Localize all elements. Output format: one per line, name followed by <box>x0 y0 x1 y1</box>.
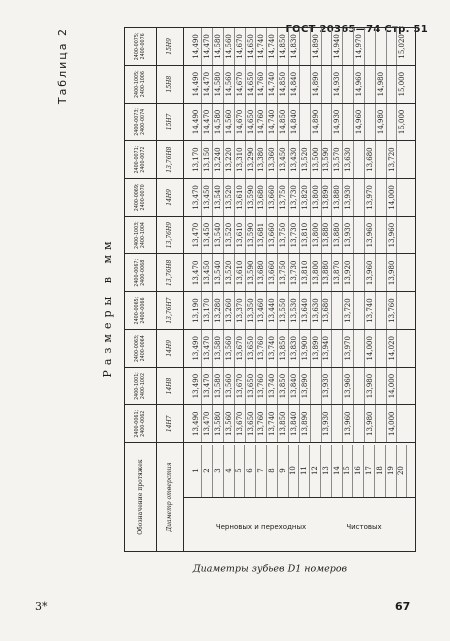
value-cell: 13,650 <box>246 368 257 405</box>
value-cell <box>343 104 354 141</box>
value-cell: 13,450 <box>202 179 213 216</box>
value-cell: 13,590 <box>322 141 333 178</box>
value-cell <box>354 179 365 216</box>
value-cell: 14,470 <box>202 104 213 141</box>
value-cell <box>322 104 333 141</box>
value-cell: 13,800 <box>311 254 322 291</box>
value-cell: 13,290 <box>246 141 257 178</box>
value-cell: 14,580 <box>213 66 224 103</box>
value-cell: 13,900 <box>300 330 311 367</box>
value-cell <box>332 330 343 367</box>
column-code: 2400-0061; 2400-0062 <box>125 405 157 443</box>
value-cell: 13,520 <box>224 179 235 216</box>
value-cell: 13,520 <box>224 217 235 254</box>
value-cell <box>376 330 387 367</box>
value-cell: 13,890 <box>300 368 311 405</box>
value-cell: 13,490 <box>191 405 202 442</box>
header-row <box>125 28 157 552</box>
value-cell <box>365 28 376 65</box>
value-cell: 13,970 <box>365 179 376 216</box>
value-cell: 14,760 <box>256 104 267 141</box>
value-cell <box>332 292 343 329</box>
value-column <box>183 254 415 292</box>
page-number: 67 <box>395 600 411 613</box>
value-cell: 15,020 <box>398 34 407 59</box>
column-code: 2400-0073; 2400-0074 <box>125 103 157 141</box>
value-cell <box>343 66 354 103</box>
tooth-number: 20 <box>397 445 408 497</box>
value-column <box>183 216 415 254</box>
column-code: 2400-1003; 2400-1004 <box>125 216 157 254</box>
value-cell: 13,610 <box>235 254 246 291</box>
tooth-number: 14 <box>332 445 343 497</box>
value-cell <box>397 368 407 405</box>
value-cell: 14,840 <box>289 66 300 103</box>
value-cell <box>354 254 365 291</box>
tolerance-cell: 15H7 <box>157 103 184 141</box>
diameter-header: Диаметр отверстия <box>157 443 184 552</box>
value-cell: 13,490 <box>191 368 202 405</box>
value-cell <box>300 28 311 65</box>
value-cell: 13,760 <box>256 368 267 405</box>
value-cell: 13,730 <box>289 254 300 291</box>
value-cell: 13,520 <box>224 254 235 291</box>
tooth-number: 12 <box>310 445 321 497</box>
value-column <box>183 141 415 179</box>
value-column <box>183 405 415 443</box>
value-cell: 13,570 <box>332 141 343 178</box>
value-cell: 13,610 <box>235 179 246 216</box>
value-cell: 13,760 <box>256 405 267 442</box>
value-cell: 13,590 <box>246 217 257 254</box>
value-cell <box>354 330 365 367</box>
value-cell: 13,220 <box>224 141 235 178</box>
group-rough: Черновых и переходных <box>215 523 306 531</box>
value-cell: 13,470 <box>202 405 213 442</box>
value-cell: 13,760 <box>387 292 398 329</box>
value-cell: 14,850 <box>278 104 289 141</box>
value-cell <box>387 28 398 65</box>
value-cell: 13,540 <box>213 217 224 254</box>
value-cell: 13,890 <box>322 179 333 216</box>
value-cell: 13,640 <box>300 292 311 329</box>
value-cell: 13,470 <box>191 254 202 291</box>
value-cell: 13,370 <box>235 292 246 329</box>
value-cell: 13,310 <box>235 141 246 178</box>
column-code: 2400-1005; 2400-1006 <box>125 65 157 103</box>
tolerance-cell: 14H8 <box>157 367 184 405</box>
value-cell: 14,000 <box>365 330 376 367</box>
value-cell: 13,470 <box>191 179 202 216</box>
page-footer-left: 3* <box>35 600 48 613</box>
value-cell: 15,000 <box>398 109 407 135</box>
value-cell: 14,890 <box>311 66 322 103</box>
value-cell: 14,490 <box>191 66 202 103</box>
tolerance-cell: 14H7 <box>157 405 184 443</box>
value-column <box>183 28 415 66</box>
value-cell: 13,740 <box>267 368 278 405</box>
value-cell: 13,380 <box>256 141 267 178</box>
value-cell <box>376 179 387 216</box>
value-cell <box>387 66 398 103</box>
tolerance-cell: 13,76H8 <box>157 141 184 179</box>
tooth-number: 7 <box>256 445 267 497</box>
value-cell: 13,960 <box>343 368 354 405</box>
value-cell <box>376 405 387 442</box>
tooth-number: 3 <box>213 445 224 497</box>
value-cell: 13,681 <box>256 217 267 254</box>
value-cell: 14,470 <box>202 28 213 65</box>
value-cell <box>300 104 311 141</box>
value-cell: 13,650 <box>246 405 257 442</box>
value-cell: 13,800 <box>311 179 322 216</box>
value-cell: 14,930 <box>332 66 343 103</box>
tooth-number: 1 <box>191 445 202 497</box>
value-cell: 13,490 <box>191 330 202 367</box>
value-cell: 13,670 <box>235 405 246 442</box>
value-cell: 14,670 <box>235 28 246 65</box>
value-cell: 13,590 <box>246 254 257 291</box>
value-cell: 13,430 <box>289 141 300 178</box>
value-cell: 13,670 <box>235 368 246 405</box>
value-cell: 13,440 <box>267 292 278 329</box>
value-cell: 13,880 <box>332 217 343 254</box>
value-cell: 13,450 <box>202 217 213 254</box>
value-cell: 13,610 <box>235 217 246 254</box>
value-cell: 13,750 <box>278 254 289 291</box>
value-cell: 14,650 <box>246 104 257 141</box>
value-cell: 13,680 <box>256 179 267 216</box>
tooth-number: 18 <box>375 445 386 497</box>
value-cell: 14,020 <box>387 330 398 367</box>
value-cell: 14,580 <box>213 104 224 141</box>
value-cell <box>397 141 407 178</box>
value-cell: 13,800 <box>311 217 322 254</box>
value-cell <box>354 217 365 254</box>
rotated-table-area <box>54 27 416 587</box>
value-column <box>183 292 415 330</box>
value-cell: 14,670 <box>235 66 246 103</box>
value-cell <box>354 405 365 442</box>
value-cell <box>376 141 387 178</box>
value-cell <box>332 368 343 405</box>
tooth-number: 15 <box>343 445 354 497</box>
value-cell <box>365 104 376 141</box>
value-cell: 13,240 <box>213 141 224 178</box>
group-labels <box>183 497 415 551</box>
value-cell: 13,930 <box>322 405 333 442</box>
column-code: 2400-0063; 2400-0064 <box>125 329 157 367</box>
value-cell <box>387 104 398 141</box>
value-cell: 13,960 <box>343 405 354 442</box>
value-cell: 13,650 <box>246 330 257 367</box>
value-cell: 13,450 <box>278 141 289 178</box>
value-cell: 13,660 <box>267 254 278 291</box>
value-cell <box>397 217 407 254</box>
tooth-number: 19 <box>386 445 397 497</box>
value-cell: 14,580 <box>213 28 224 65</box>
value-cell: 13,840 <box>289 368 300 405</box>
value-cell: 13,260 <box>224 292 235 329</box>
value-cell: 14,560 <box>224 28 235 65</box>
value-cell: 14,890 <box>311 28 322 65</box>
column-code: 2400-1001; 2400-1002 <box>125 367 157 405</box>
value-cell: 13,850 <box>278 330 289 367</box>
value-cell: 13,720 <box>387 141 398 178</box>
value-cell: 13,170 <box>191 141 202 178</box>
value-cell: 13,940 <box>322 330 333 367</box>
group-finish: Чистовых <box>346 523 382 531</box>
value-cell: 14,740 <box>267 104 278 141</box>
value-cell <box>322 28 333 65</box>
value-cell: 13,450 <box>202 254 213 291</box>
value-cell: 13,960 <box>365 217 376 254</box>
value-cell: 14,000 <box>387 368 398 405</box>
value-cell: 14,560 <box>224 66 235 103</box>
value-cell: 13,540 <box>213 254 224 291</box>
value-cell: 13,890 <box>300 405 311 442</box>
value-cell <box>332 405 343 442</box>
value-cell: 14,970 <box>354 28 365 65</box>
value-cell: 13,740 <box>267 405 278 442</box>
value-cell <box>397 292 407 329</box>
value-cell: 14,840 <box>289 104 300 141</box>
tooth-numbers <box>183 443 415 497</box>
value-cell: 14,740 <box>256 28 267 65</box>
value-cell: 13,550 <box>278 292 289 329</box>
value-cell: 13,880 <box>332 179 343 216</box>
value-cell: 13,970 <box>343 330 354 367</box>
value-column <box>183 65 415 103</box>
tolerance-cell: 13,76H8 <box>157 254 184 292</box>
value-cell: 13,960 <box>365 254 376 291</box>
value-cell <box>322 66 333 103</box>
value-cell: 13,170 <box>202 292 213 329</box>
value-cell: 14,740 <box>267 66 278 103</box>
value-column <box>183 329 415 367</box>
value-cell: 13,150 <box>202 141 213 178</box>
tooth-number: 13 <box>321 445 332 497</box>
value-cell: 13,580 <box>213 330 224 367</box>
value-cell: 13,810 <box>300 254 311 291</box>
table-number: Таблица 2 <box>56 27 69 105</box>
value-cell <box>311 405 322 442</box>
tolerance-cell: 14H9 <box>157 329 184 367</box>
value-column <box>183 178 415 216</box>
value-cell: 13,560 <box>224 368 235 405</box>
tooth-number: 6 <box>245 445 256 497</box>
tooth-number: 4 <box>224 445 235 497</box>
value-cell <box>300 66 311 103</box>
stub-title: Диаметры зубьев D1 номеров <box>192 564 348 575</box>
value-cell: 14,560 <box>224 104 235 141</box>
value-cell <box>376 217 387 254</box>
value-cell: 13,760 <box>256 330 267 367</box>
value-cell: 13,560 <box>224 330 235 367</box>
value-column <box>183 367 415 405</box>
value-cell: 14,850 <box>278 28 289 65</box>
value-cell: 13,830 <box>289 330 300 367</box>
value-cell <box>397 405 407 442</box>
value-cell <box>311 368 322 405</box>
value-cell: 13,470 <box>202 330 213 367</box>
value-cell: 14,670 <box>235 104 246 141</box>
value-cell: 14,760 <box>256 66 267 103</box>
value-cell: 14,830 <box>289 28 300 65</box>
value-cell: 13,670 <box>235 330 246 367</box>
value-cell: 13,630 <box>311 292 322 329</box>
value-cell: 13,850 <box>278 405 289 442</box>
value-cell <box>376 254 387 291</box>
value-cell: 14,000 <box>387 179 398 216</box>
value-cell: 13,520 <box>300 141 311 178</box>
tolerance-cell: 13,76H9 <box>157 216 184 254</box>
designation-header: Обозначение протяжек <box>125 443 157 552</box>
value-cell <box>376 28 387 65</box>
tooth-number: 11 <box>299 445 310 497</box>
value-cell: 14,960 <box>354 66 365 103</box>
value-cell: 13,840 <box>289 405 300 442</box>
value-cell <box>376 368 387 405</box>
tooth-number: 16 <box>353 445 364 497</box>
value-cell: 13,750 <box>278 217 289 254</box>
value-cell: 13,980 <box>365 368 376 405</box>
value-cell: 13,590 <box>246 179 257 216</box>
column-code: 2400-0071; 2400-0072 <box>125 141 157 179</box>
value-cell: 13,730 <box>289 217 300 254</box>
value-cell: 13,820 <box>300 179 311 216</box>
value-cell: 14,650 <box>246 66 257 103</box>
value-cell: 13,750 <box>278 179 289 216</box>
value-cell: 14,890 <box>311 104 322 141</box>
value-cell <box>354 292 365 329</box>
value-cell: 13,190 <box>191 292 202 329</box>
value-cell: 13,580 <box>213 405 224 442</box>
tolerance-cell: 15H9 <box>157 28 184 66</box>
value-cell: 13,350 <box>246 292 257 329</box>
value-cell: 13,630 <box>343 141 354 178</box>
value-cell: 14,490 <box>191 104 202 141</box>
page-header: ГОСТ 20365—74 Стр. 51 <box>285 24 428 35</box>
value-cell: 14,490 <box>191 28 202 65</box>
tooth-number: 8 <box>267 445 278 497</box>
value-cell: 13,880 <box>322 217 333 254</box>
value-cell <box>354 141 365 178</box>
value-cell: 13,850 <box>278 368 289 405</box>
value-cell <box>376 292 387 329</box>
value-cell: 13,470 <box>191 217 202 254</box>
value-cell: 13,880 <box>322 254 333 291</box>
value-cell: 13,930 <box>322 368 333 405</box>
value-cell: 15,000 <box>398 71 407 97</box>
value-cell: 13,280 <box>213 292 224 329</box>
value-cell: 14,000 <box>387 405 398 442</box>
value-cell: 13,930 <box>343 217 354 254</box>
data-row <box>183 28 415 552</box>
value-cell: 13,890 <box>311 330 322 367</box>
value-cell: 13,580 <box>213 368 224 405</box>
value-cell: 13,980 <box>387 254 398 291</box>
column-code: 2400-0069; 2400-0070 <box>125 178 157 216</box>
value-cell: 13,660 <box>267 217 278 254</box>
value-cell: 13,680 <box>256 254 267 291</box>
value-cell: 14,940 <box>332 28 343 65</box>
value-cell: 13,540 <box>213 179 224 216</box>
tooth-number: 10 <box>289 445 300 497</box>
value-cell: 14,470 <box>202 66 213 103</box>
dimensions-table <box>124 27 416 552</box>
value-cell <box>343 28 354 65</box>
value-cell: 13,560 <box>224 405 235 442</box>
value-cell <box>397 254 407 291</box>
value-cell: 13,460 <box>256 292 267 329</box>
value-cell: 13,730 <box>289 179 300 216</box>
column-code: 2400-0067; 2400-0068 <box>125 254 157 292</box>
value-cell: 14,980 <box>376 66 387 103</box>
value-cell: 13,810 <box>300 217 311 254</box>
value-cell: 14,650 <box>246 28 257 65</box>
table-caption: Размеры в мм <box>101 236 114 378</box>
value-cell: 13,740 <box>267 330 278 367</box>
tolerance-cell: 15H8 <box>157 65 184 103</box>
column-code: 2400-0065; 2400-0066 <box>125 292 157 330</box>
value-cell: 14,980 <box>376 104 387 141</box>
value-column <box>183 103 415 141</box>
value-cell: 13,920 <box>343 254 354 291</box>
tooth-number: 5 <box>235 445 246 497</box>
value-cell: 14,740 <box>267 28 278 65</box>
value-cell: 13,740 <box>365 292 376 329</box>
value-cell: 13,530 <box>289 292 300 329</box>
tooth-number: 17 <box>364 445 375 497</box>
value-cell: 14,850 <box>278 66 289 103</box>
value-cell: 13,980 <box>365 405 376 442</box>
value-cell: 13,660 <box>267 179 278 216</box>
tooth-number: 2 <box>202 445 213 497</box>
value-cell: 13,680 <box>322 292 333 329</box>
value-cell: 13,960 <box>387 217 398 254</box>
value-cell <box>354 368 365 405</box>
value-cell: 13,930 <box>343 179 354 216</box>
value-cell: 13,360 <box>267 141 278 178</box>
tolerance-cell: 14H9 <box>157 178 184 216</box>
value-cell: 13,470 <box>202 368 213 405</box>
value-cell <box>397 330 407 367</box>
value-cell: 14,930 <box>332 104 343 141</box>
value-cell: 13,500 <box>311 141 322 178</box>
tolerance-cell: 13,76H7 <box>157 292 184 330</box>
tooth-number: 9 <box>278 445 289 497</box>
value-cell <box>397 179 407 216</box>
column-code: 2400-0075; 2400-0076 <box>125 28 157 66</box>
value-cell: 13,870 <box>332 254 343 291</box>
value-cell: 13,720 <box>343 292 354 329</box>
value-cell: 13,680 <box>365 141 376 178</box>
value-cell: 14,960 <box>354 104 365 141</box>
tolerance-row <box>157 28 184 552</box>
value-cell <box>365 66 376 103</box>
